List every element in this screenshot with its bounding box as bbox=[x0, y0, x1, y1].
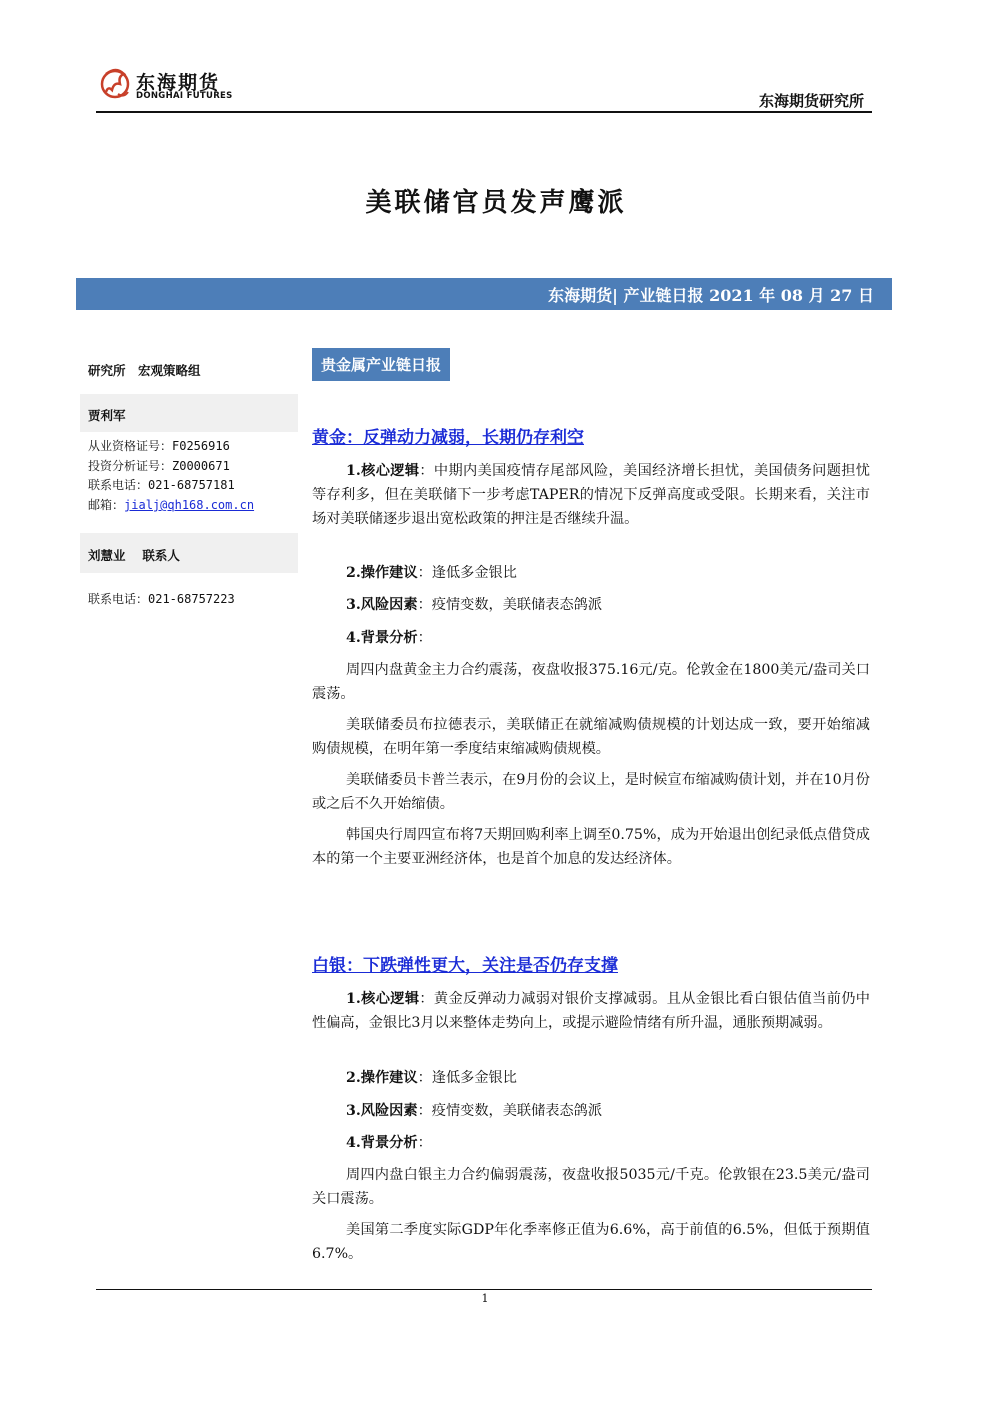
silver-advice bbox=[346, 1066, 517, 1090]
logo-text-en: DONGHAI FUTURES bbox=[136, 91, 233, 101]
gold-heading[interactable]: 黄金：反弹动力减弱，长期仍存利空 bbox=[312, 428, 584, 448]
company-logo bbox=[98, 64, 238, 108]
silver-bg-lead: 4.背景分析 bbox=[346, 1135, 418, 1151]
gold-logic bbox=[312, 459, 870, 531]
gold-paragraph-2: 美联储委员布拉德表示，美联储正在就缩减购债规模的计划达成一致，要开始缩减购债规模，在明年第一季度结束缩减购债规模。 bbox=[312, 717, 870, 757]
gold-paragraph-3: 美联储委员卡普兰表示，在9月份的会议上，是时候宣布缩减购债计划，并在10月份或之后不久开始缩债。 bbox=[312, 772, 870, 812]
silver-logic bbox=[312, 987, 870, 1035]
silver-logic-lead: 1.核心逻辑 bbox=[346, 991, 420, 1007]
silver-logic-text: ：黄金反弹动力减弱对银价支撑减弱。且从金银比看白银估值当前仍中性偏高，金银比3月以来整体走势向上，或提示避险情绪有所升温，通胀预期减弱。 bbox=[312, 991, 870, 1031]
silver-advice-text: ：逢低多金银比 bbox=[417, 1070, 517, 1086]
silver-background bbox=[346, 1131, 432, 1155]
gold-paragraph-1: 周四内盘黄金主力合约震荡，夜盘收报375.16元/克。伦敦金在1800美元/盎司关口震荡。 bbox=[312, 662, 870, 702]
gold-background bbox=[346, 626, 432, 650]
analyst1-analysis-cert: 投资分析证号：Z0000671 bbox=[88, 459, 230, 473]
silver-risk-lead: 3.风险因素 bbox=[346, 1103, 418, 1119]
gold-risk-lead: 3.风险因素 bbox=[346, 597, 418, 613]
silver-heading[interactable]: 白银：下跌弹性更大，关注是否仍存支撑 bbox=[312, 956, 618, 976]
report-title: 美联储官员发声鹰派 bbox=[365, 188, 627, 218]
page-number: 1 bbox=[481, 1292, 489, 1305]
gold-logic-lead: 1.核心逻辑 bbox=[346, 463, 420, 479]
silver-risk bbox=[346, 1099, 602, 1123]
sidebar-dept: 研究所 宏观策略组 bbox=[88, 363, 201, 378]
analyst1-email-link[interactable]: jialj@qh168.com.cn bbox=[124, 498, 255, 512]
analyst1-qualification: 从业资格证号：F0256916 bbox=[88, 439, 230, 453]
logo-text-cn: 东海期货 bbox=[136, 72, 221, 94]
header-divider bbox=[96, 111, 872, 113]
gold-bg-lead: 4.背景分析 bbox=[346, 630, 418, 646]
gold-advice-text: ：逢低多金银比 bbox=[417, 565, 517, 581]
gold-advice bbox=[346, 561, 517, 585]
analyst2-name: 刘慧业 联系人 bbox=[88, 548, 180, 563]
silver-bg-colon: ： bbox=[417, 1135, 432, 1151]
analyst1-name: 贾利军 bbox=[88, 408, 126, 423]
analyst1-phone: 联系电话：021-68757181 bbox=[88, 478, 235, 492]
silver-paragraph-2: 美国第二季度实际GDP年化季率修正值为6.6%，高于前值的6.5%，但低于预期值6.7%。 bbox=[312, 1222, 870, 1262]
email-label: 邮箱： bbox=[88, 498, 125, 512]
silver-advice-lead: 2.操作建议 bbox=[346, 1070, 418, 1086]
dragon-logo-icon bbox=[98, 64, 134, 104]
gold-risk-text: ：疫情变数，美联储表态鸽派 bbox=[417, 597, 603, 613]
analyst1-email-row bbox=[88, 494, 254, 516]
silver-risk-text: ：疫情变数，美联储表态鸽派 bbox=[417, 1103, 603, 1119]
gold-paragraph-4: 韩国央行周四宣布将7天期回购利率上调至0.75%，成为开始退出创纪录低点借贷成本的第一个主要亚洲经济体，也是首个加息的发达经济体。 bbox=[312, 827, 870, 867]
section-tag: 贵金属产业链日报 bbox=[312, 348, 450, 381]
silver-paragraph-1: 周四内盘白银主力合约偏弱震荡，夜盘收报5035元/千克。伦敦银在23.5美元/盎司关口震荡。 bbox=[312, 1167, 870, 1207]
footer-divider bbox=[96, 1289, 872, 1290]
gold-risk bbox=[346, 593, 602, 617]
report-banner-text: 东海期货| 产业链日报 2021 年 08 月 27 日 bbox=[548, 286, 874, 305]
gold-advice-lead: 2.操作建议 bbox=[346, 565, 418, 581]
analyst2-phone: 联系电话：021-68757223 bbox=[88, 592, 235, 606]
gold-bg-colon: ： bbox=[417, 630, 432, 646]
institute-name: 东海期货研究所 bbox=[758, 92, 864, 110]
gold-logic-text: ：中期内美国疫情存尾部风险，美国经济增长担忧，美国债务问题担忧等存利多，但在美联储下一步考虑TAPER的情况下反弹高度或受限。长期来看，关注市场对美联储逐步退出宽松政策的押注是否继续升温。 bbox=[312, 463, 870, 527]
